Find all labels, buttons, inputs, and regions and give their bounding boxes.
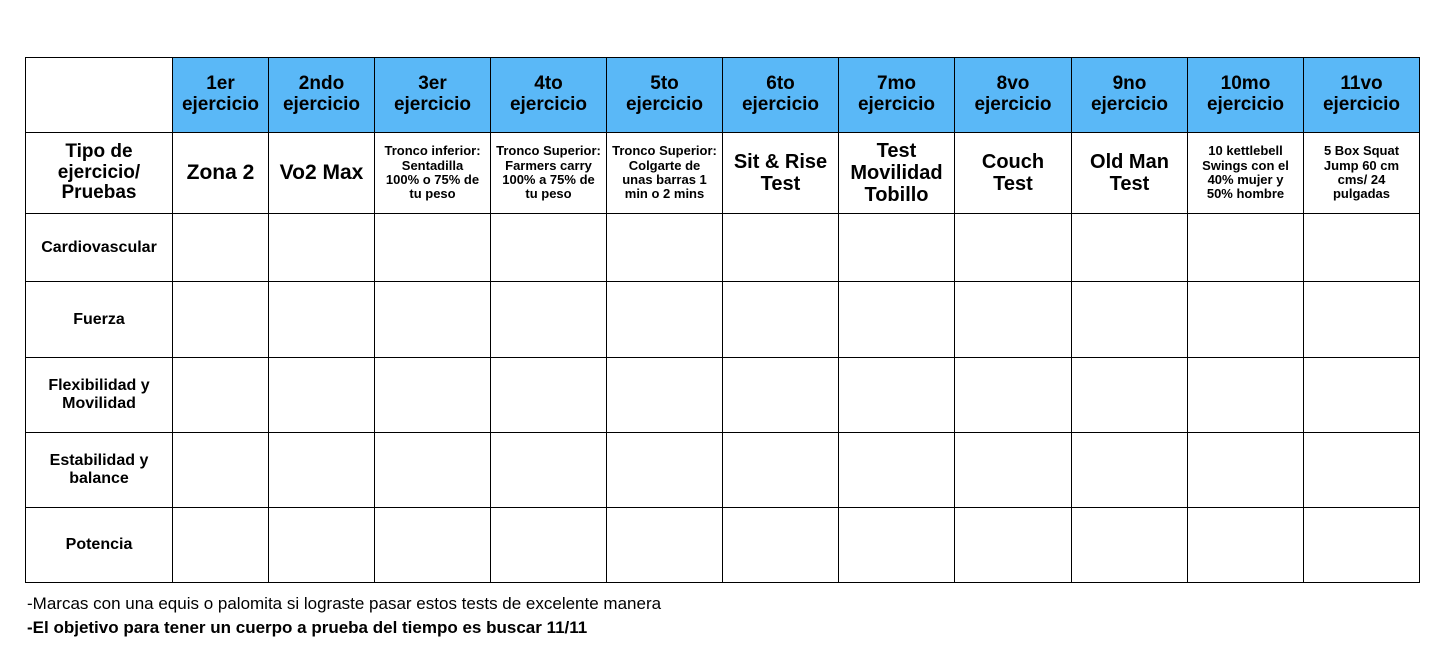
test-name: Vo2 Max: [269, 133, 375, 214]
check-cell[interactable]: [1072, 214, 1188, 282]
check-cell[interactable]: [723, 508, 839, 583]
check-cell[interactable]: [1072, 508, 1188, 583]
check-cell[interactable]: [491, 214, 607, 282]
check-cell[interactable]: [955, 508, 1072, 583]
check-cell[interactable]: [723, 433, 839, 508]
check-cell[interactable]: [1188, 282, 1304, 358]
check-cell[interactable]: [173, 433, 269, 508]
check-cell[interactable]: [1304, 508, 1420, 583]
category-label: Flexibilidad y Movilidad: [26, 358, 173, 433]
check-cell[interactable]: [839, 282, 955, 358]
exercise-checklist-table: [25, 57, 1420, 583]
check-cell[interactable]: [607, 508, 723, 583]
check-cell[interactable]: [1188, 214, 1304, 282]
check-cell[interactable]: [375, 358, 491, 433]
check-cell[interactable]: [1188, 508, 1304, 583]
check-cell[interactable]: [491, 358, 607, 433]
category-row: [26, 358, 1420, 433]
check-cell[interactable]: [839, 358, 955, 433]
check-cell[interactable]: [607, 214, 723, 282]
check-cell[interactable]: [839, 508, 955, 583]
check-cell[interactable]: [1304, 433, 1420, 508]
column-header: 11vo ejercicio: [1304, 58, 1420, 133]
check-cell[interactable]: [723, 282, 839, 358]
test-name: 5 Box Squat Jump 60 cm cms/ 24 pulgadas: [1304, 133, 1420, 214]
tipo-label: Tipo de ejercicio/ Pruebas: [26, 133, 173, 214]
test-name: Sit & Rise Test: [723, 133, 839, 214]
test-name: Old Man Test: [1072, 133, 1188, 214]
category-row: [26, 214, 1420, 282]
corner-cell: [26, 58, 173, 133]
column-header: 6to ejercicio: [723, 58, 839, 133]
check-cell[interactable]: [269, 433, 375, 508]
test-name: Couch Test: [955, 133, 1072, 214]
tipo-row: [26, 133, 1420, 214]
check-cell[interactable]: [723, 214, 839, 282]
column-header: 8vo ejercicio: [955, 58, 1072, 133]
test-name: Tronco Superior: Farmers carry 100% a 75% de tu peso: [491, 133, 607, 214]
check-cell[interactable]: [839, 433, 955, 508]
check-cell[interactable]: [1304, 214, 1420, 282]
check-cell[interactable]: [375, 214, 491, 282]
check-cell[interactable]: [607, 358, 723, 433]
check-cell[interactable]: [173, 282, 269, 358]
test-name: Zona 2: [173, 133, 269, 214]
column-header: 4to ejercicio: [491, 58, 607, 133]
test-name: Tronco inferior: Sentadilla 100% o 75% de tu peso: [375, 133, 491, 214]
test-name: 10 kettlebell Swings con el 40% mujer y 50% hombre: [1188, 133, 1304, 214]
column-header: 10mo ejercicio: [1188, 58, 1304, 133]
check-cell[interactable]: [955, 433, 1072, 508]
check-cell[interactable]: [269, 214, 375, 282]
check-cell[interactable]: [955, 282, 1072, 358]
category-label: Cardiovascular: [26, 214, 173, 282]
category-label: Estabilidad y balance: [26, 433, 173, 508]
check-cell[interactable]: [375, 433, 491, 508]
check-cell[interactable]: [491, 508, 607, 583]
check-cell[interactable]: [173, 508, 269, 583]
check-cell[interactable]: [375, 508, 491, 583]
check-cell[interactable]: [269, 508, 375, 583]
column-header: 2ndo ejercicio: [269, 58, 375, 133]
check-cell[interactable]: [839, 214, 955, 282]
check-cell[interactable]: [1072, 282, 1188, 358]
check-cell[interactable]: [375, 282, 491, 358]
check-cell[interactable]: [269, 358, 375, 433]
category-row: [26, 433, 1420, 508]
check-cell[interactable]: [607, 282, 723, 358]
check-cell[interactable]: [1188, 358, 1304, 433]
category-label: Fuerza: [26, 282, 173, 358]
check-cell[interactable]: [1304, 358, 1420, 433]
footnote-instructions: -Marcas con una equis o palomita si lograste pasar estos tests de excelente manera: [27, 594, 662, 613]
category-row: [26, 282, 1420, 358]
test-name: Tronco Superior: Colgarte de unas barras 1 min o 2 mins: [607, 133, 723, 214]
check-cell[interactable]: [955, 358, 1072, 433]
check-cell[interactable]: [955, 214, 1072, 282]
check-cell[interactable]: [173, 358, 269, 433]
check-cell[interactable]: [607, 433, 723, 508]
column-header: 7mo ejercicio: [839, 58, 955, 133]
header-row: [26, 58, 1420, 133]
column-header: 9no ejercicio: [1072, 58, 1188, 133]
check-cell[interactable]: [269, 282, 375, 358]
check-cell[interactable]: [1072, 358, 1188, 433]
check-cell[interactable]: [1072, 433, 1188, 508]
column-header: 1er ejercicio: [173, 58, 269, 133]
test-name: Test Movilidad Tobillo: [839, 133, 955, 214]
column-header: 5to ejercicio: [607, 58, 723, 133]
column-header: 3er ejercicio: [375, 58, 491, 133]
check-cell[interactable]: [173, 214, 269, 282]
check-cell[interactable]: [491, 282, 607, 358]
check-cell[interactable]: [723, 358, 839, 433]
category-row: [26, 508, 1420, 583]
footnote-objective: -El objetivo para tener un cuerpo a prueba del tiempo es buscar 11/11: [27, 618, 588, 637]
category-label: Potencia: [26, 508, 173, 583]
check-cell[interactable]: [1188, 433, 1304, 508]
check-cell[interactable]: [1304, 282, 1420, 358]
check-cell[interactable]: [491, 433, 607, 508]
